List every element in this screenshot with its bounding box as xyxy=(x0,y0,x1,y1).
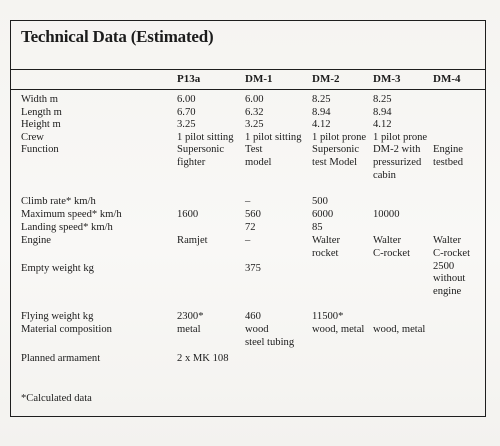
table-cell: 10000 xyxy=(373,209,400,220)
table-cell: 85 xyxy=(312,222,323,233)
column-header-dm-1: DM-1 xyxy=(245,73,273,85)
column-header-p13a: P13a xyxy=(177,73,201,85)
column-header-dm-4: DM-4 xyxy=(433,73,461,85)
table-cell: 560 xyxy=(245,209,261,220)
row-label: Maximum speed* km/h xyxy=(21,209,122,220)
row-label: Empty weight kg xyxy=(21,263,94,274)
column-header-dm-3: DM-3 xyxy=(373,73,401,85)
table-cell: 2 x MK 108 xyxy=(177,353,229,364)
table-cell: 1 pilot prone xyxy=(373,131,428,143)
table-cell: 8.94 xyxy=(373,106,392,118)
column-header-dm-2: DM-2 xyxy=(312,73,340,85)
row-label: Length m xyxy=(21,106,62,118)
table-cell: 2500 xyxy=(433,260,455,272)
row-label: Planned armament xyxy=(21,353,101,364)
header-divider-bottom xyxy=(11,89,485,90)
table-cell: 8.25 xyxy=(312,94,331,105)
table-cell: 6.00 xyxy=(177,94,196,105)
table-cell: – xyxy=(245,196,251,207)
table-cell: Ramjet xyxy=(177,235,208,246)
table-cell: fighter xyxy=(177,156,206,168)
row-label: Crew xyxy=(21,131,44,143)
table-cell: 6.32 xyxy=(245,106,264,118)
table-cell: – xyxy=(245,235,251,246)
table-cell: rocket xyxy=(312,247,339,259)
table-cell: 8.94 xyxy=(312,106,331,118)
table-cell: steel tubing xyxy=(245,336,295,348)
table-cell: 6.00 xyxy=(245,94,264,105)
row-label: Material composition xyxy=(21,324,112,335)
technical-data-table xyxy=(10,20,486,417)
row-label: Height m xyxy=(21,119,61,130)
row-label: Climb rate* km/h xyxy=(21,196,96,207)
table-cell: pressurized xyxy=(373,156,422,168)
table-cell: 4.12 xyxy=(312,119,331,130)
table-cell: metal xyxy=(177,324,201,335)
table-cell: cabin xyxy=(373,169,396,181)
table-cell: 11500* xyxy=(312,311,344,322)
table-cell: 2300* xyxy=(177,311,204,322)
table-cell: 6000 xyxy=(312,209,334,220)
table-cell: C-rocket xyxy=(373,247,411,259)
table-cell: 4.12 xyxy=(373,119,392,130)
table-cell: 1 pilot sitting xyxy=(177,131,234,143)
row-label: Width m xyxy=(21,94,58,105)
header-divider-top xyxy=(11,69,485,70)
table-cell: Walter xyxy=(312,235,340,246)
table-cell: 72 xyxy=(245,222,256,233)
table-cell: C-rocket xyxy=(433,247,471,259)
table-cell: 1 pilot prone xyxy=(312,131,367,143)
row-label: Flying weight kg xyxy=(21,311,94,322)
table-cell: Supersonic xyxy=(177,144,225,155)
table-cell: wood, metal xyxy=(312,324,365,335)
table-cell: without xyxy=(433,273,466,285)
table-cell: 6.70 xyxy=(177,106,196,118)
table-cell: Test xyxy=(245,144,263,155)
table-title: Technical Data (Estimated) xyxy=(21,27,214,46)
row-label: Engine xyxy=(21,235,52,246)
table-cell: 8.25 xyxy=(373,94,392,105)
table-cell: model xyxy=(245,156,272,168)
table-cell: DM-2 with xyxy=(373,144,421,155)
table-cell: 1 pilot sitting xyxy=(245,131,302,143)
table-cell: test Model xyxy=(312,156,358,168)
table-cell: 3.25 xyxy=(245,119,264,130)
table-cell: wood xyxy=(245,324,269,335)
table-cell: 460 xyxy=(245,311,261,322)
table-cell: 1600 xyxy=(177,209,199,220)
row-label: Function xyxy=(21,144,59,155)
table-cell: Supersonic xyxy=(312,144,360,155)
table-cell: Walter xyxy=(433,235,461,246)
table-cell: 375 xyxy=(245,263,261,274)
table-cell: Walter xyxy=(373,235,401,246)
table-cell: Engine xyxy=(433,144,464,155)
table-cell: testbed xyxy=(433,156,464,168)
table-cell: engine xyxy=(433,286,462,298)
table-cell: wood, metal xyxy=(373,324,426,335)
footnote: *Calculated data xyxy=(21,393,92,404)
table-cell: 3.25 xyxy=(177,119,196,130)
table-cell: 500 xyxy=(312,196,328,207)
row-label: Landing speed* km/h xyxy=(21,222,113,233)
